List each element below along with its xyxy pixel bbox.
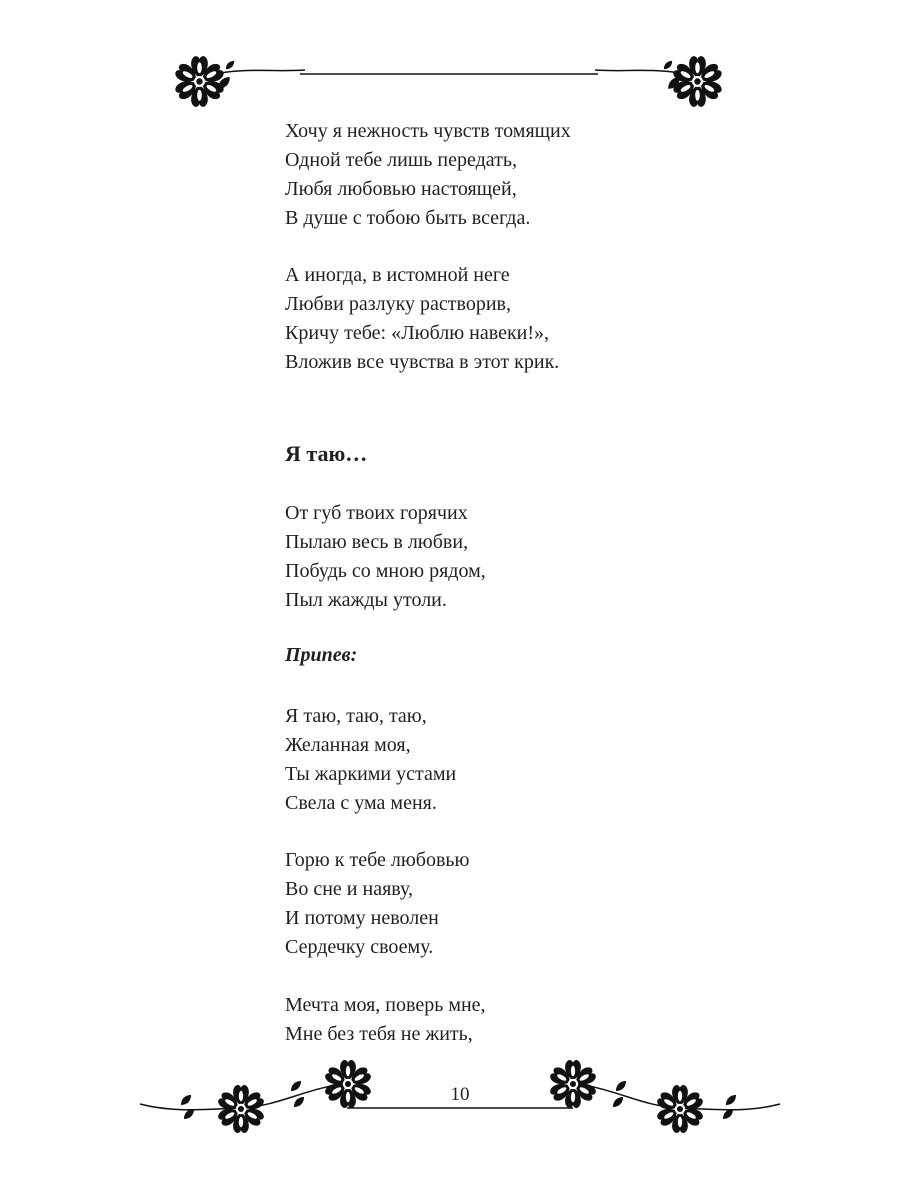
verse-line: Ты жаркими устами	[285, 763, 457, 785]
verse-line: Пылаю весь в любви,	[285, 531, 469, 553]
stanza	[285, 499, 486, 615]
stanza	[285, 117, 571, 233]
verse-line: Побудь со мною рядом,	[285, 560, 486, 582]
flower-icon	[173, 56, 225, 107]
verse-line: От губ твоих горячих	[285, 502, 468, 524]
verse-line: Желанная моя,	[285, 734, 411, 756]
stanza	[285, 702, 456, 818]
flower-icon	[671, 56, 723, 107]
stanza	[285, 991, 486, 1049]
verse-line: Свела с ума меня.	[285, 792, 437, 814]
page-number: 10	[450, 1084, 470, 1105]
verse-line: Вложив все чувства в этот крик.	[285, 351, 560, 373]
top-ornament	[173, 56, 723, 107]
verse-line: Во сне и наяву,	[285, 878, 414, 900]
verse-line: Горю к тебе любовью	[285, 849, 470, 871]
verse-line: И потому неволен	[285, 907, 439, 929]
poem-title: Я таю…	[285, 441, 368, 466]
refrain-label: Припев:	[285, 644, 358, 666]
verse-line: Любви разлуку растворив,	[285, 293, 511, 315]
verse-line: Сердечку своему.	[285, 936, 434, 958]
verse-line: Любя любовью настоящей,	[285, 178, 517, 200]
verse-line: Мне без тебя не жить,	[285, 1023, 473, 1045]
verse-line: Пыл жажды утоли.	[285, 589, 447, 611]
verse-line: Мечта моя, поверь мне,	[285, 994, 486, 1016]
verse-line: Я таю, таю, таю,	[285, 705, 427, 727]
verse-line: Одной тебе лишь передать,	[285, 149, 517, 171]
verse-line: Хочу я нежность чувств томящих	[285, 120, 571, 142]
verse-line: В душе с тобою быть всегда.	[285, 207, 531, 229]
stanza	[285, 846, 469, 962]
verse-line: А иногда, в истомной неге	[285, 264, 510, 286]
verse-line: Кричу тебе: «Люблю навеки!»,	[285, 322, 550, 344]
stanza	[285, 261, 559, 377]
